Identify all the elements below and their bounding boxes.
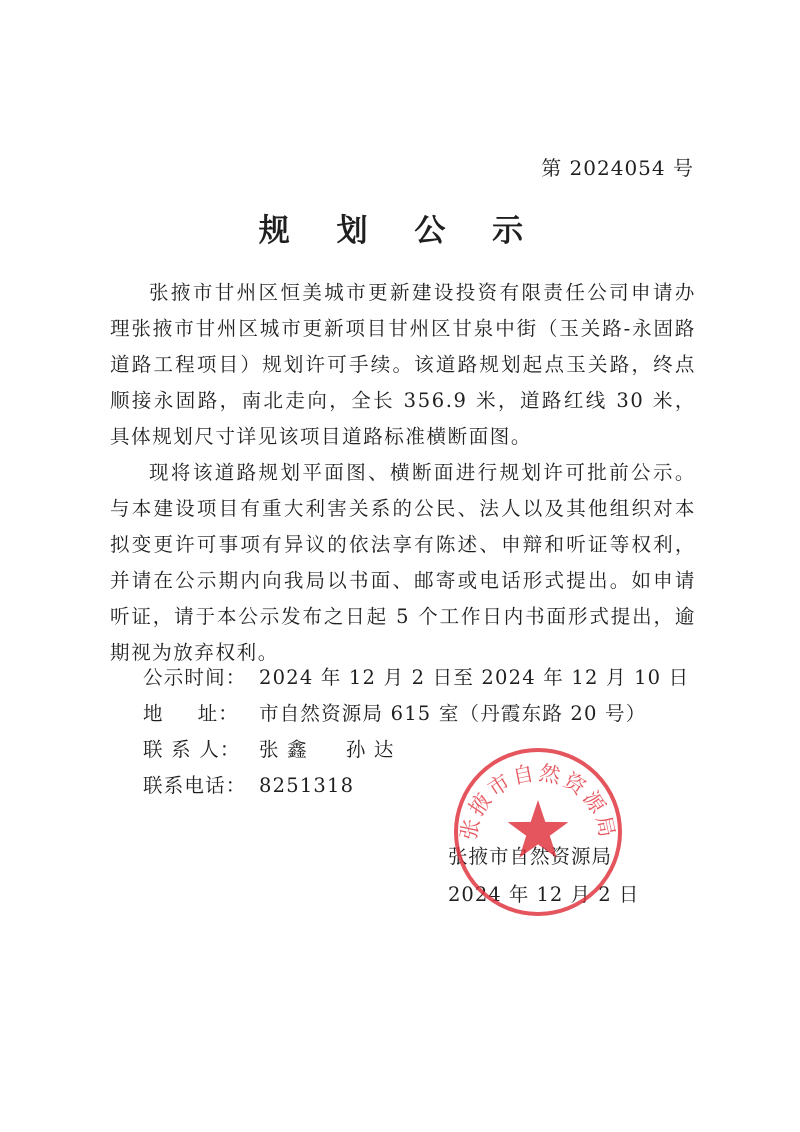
contact-label: 联 系 人： — [143, 738, 241, 761]
address-label-part-2: 址： — [197, 702, 239, 725]
address-label — [143, 696, 239, 732]
address-label-part-1: 地 — [143, 702, 164, 725]
official-seal-icon — [452, 746, 624, 918]
phone-value: 8251318 — [259, 774, 355, 797]
contact-persons — [259, 732, 395, 768]
notice-time-value: 2024 年 12 月 2 日至 2024 年 12 月 10 日 — [259, 666, 690, 689]
contact-person-1: 张 鑫 — [259, 738, 308, 761]
svg-text:张掖市自然资源局: 张掖市自然资源局 — [456, 760, 620, 843]
phone-label: 联系电话： — [143, 774, 247, 797]
document-number: 第 2024054 号 — [541, 156, 694, 180]
address-row — [143, 696, 689, 732]
notice-time-label: 公示时间： — [143, 666, 247, 689]
contact-person-2: 孙 达 — [345, 738, 395, 761]
address-value: 市自然资源局 615 室（丹霞东路 20 号） — [259, 702, 647, 725]
paragraph-2-text: 现将该道路规划平面图、横断面进行规划许可批前公示。与本建设项目有重大利害关系的公民、法人以及其他组织对本拟变更许可事项有异议的依法享有陈述、申辩和听证等权利，并请在公示期内向我局以书面、邮寄或电话形式提出。如申请听证，请于本公示发布之日起 5 个工作日内书面形式提出，逾期视为放弃权利。 — [110, 461, 696, 664]
document-title: 规 划 公 示 — [258, 213, 542, 249]
signature-date: 2024 年 12 月 2 日 — [448, 883, 640, 906]
paragraph-2 — [110, 455, 696, 671]
paragraph-1 — [110, 275, 696, 455]
signature-organization: 张掖市自然资源局 — [448, 845, 613, 868]
notice-time-row — [143, 660, 689, 696]
paragraph-1-text: 张掖市甘州区恒美城市更新建设投资有限责任公司申请办理张掖市甘州区城市更新项目甘州区甘泉中街（玉关路-永固路道路工程项目）规划许可手续。该道路规划起点玉关路，终点顺接永固路，南北走向，全长 356.9 米，道路红线 30 米，具体规划尺寸详见该项目道路标准横断面图。 — [110, 281, 696, 448]
